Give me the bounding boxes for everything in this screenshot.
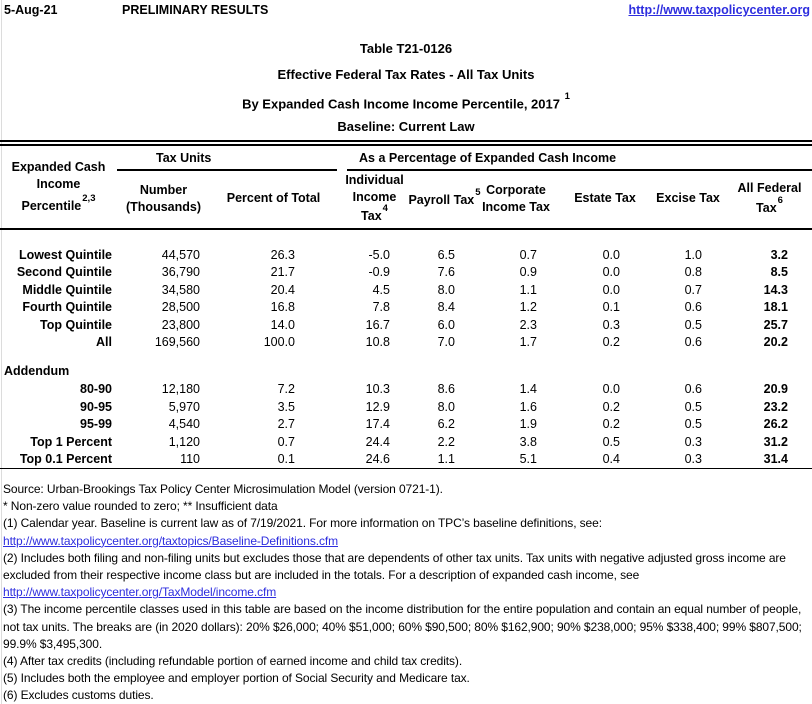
footnote-text: (3) The income percentile classes used in this table are based on the income distribution for the entire population and contain an equal number of people, not tax units. The breaks are (in 2020 dollars): 20% $26,000; 40% $51,000; 60% $90,500; 80% $162,900; 90% $238,000; 95% $338,400; 99% $807,500; 99.9% $3,495,300.	[3, 602, 802, 651]
cell-individual-income-tax: -0.9	[368, 265, 390, 280]
row-label: Top 0.1 Percent	[19, 452, 112, 467]
cell-individual-income-tax: 10.3	[365, 382, 390, 397]
table-main-title: Effective Federal Tax Rates - All Tax Units	[277, 67, 535, 82]
cell-excise-tax: 0.3	[684, 434, 702, 449]
cell-number-thousands: 169,560	[154, 335, 200, 350]
as-percentage-group-header: As a Percentage of Expanded Cash Income	[347, 146, 812, 171]
cell-percent-of-total: 0.1	[277, 452, 295, 467]
cell-all-federal-tax: 31.4	[763, 452, 788, 467]
baseline-title: Baseline: Current Law	[337, 119, 475, 134]
table-row	[0, 334, 812, 352]
cell-corporate-income-tax: 1.6	[519, 399, 537, 414]
cell-number-thousands: 12,180	[161, 382, 200, 397]
as-percentage-group	[337, 146, 812, 228]
cell-excise-tax: 0.6	[684, 300, 702, 315]
cell-payroll-tax: 1.1	[437, 452, 455, 467]
table-bottom-border	[0, 468, 812, 469]
cell-payroll-tax: 8.0	[437, 399, 455, 414]
cell-excise-tax: 0.5	[684, 317, 702, 332]
cell-number-thousands: 23,800	[161, 317, 200, 332]
cell-corporate-income-tax: 3.8	[519, 434, 537, 449]
col-header-percent-of-total: Percent of Total	[226, 191, 321, 206]
cell-corporate-income-tax: 0.9	[519, 265, 537, 280]
cell-excise-tax: 0.8	[684, 265, 702, 280]
cell-estate-tax: 0.0	[602, 265, 620, 280]
cell-individual-income-tax: 16.7	[365, 317, 390, 332]
cell-excise-tax: 0.7	[684, 282, 702, 297]
table-subtitle: By Expanded Cash Income Income Percentile, 2017 $^1$	[242, 91, 570, 112]
footnote-ref-2-3: 2,3	[82, 192, 96, 204]
cell-corporate-income-tax: 1.2	[519, 300, 537, 315]
footnote-text: (1) Calendar year. Baseline is current law as of 7/19/2021. For more information on TPC’s baseline definitions, see:	[3, 516, 602, 531]
cell-number-thousands: 5,970	[168, 399, 200, 414]
tax-units-group-header: Tax Units	[117, 146, 337, 171]
cell-individual-income-tax: -5.0	[368, 247, 390, 262]
cell-individual-income-tax: 10.8	[365, 335, 390, 350]
cell-percent-of-total: 16.8	[270, 300, 295, 315]
footnote-text: (5) Includes both the employee and employer portion of Social Security and Medicare tax.	[3, 671, 470, 686]
table-header	[0, 146, 812, 228]
table-row	[0, 433, 812, 451]
col-header-payroll-tax: Payroll Tax$^5$	[408, 186, 481, 207]
cell-corporate-income-tax: 2.3	[519, 317, 537, 332]
cell-estate-tax: 0.0	[602, 282, 620, 297]
cell-percent-of-total: 26.3	[270, 247, 295, 262]
table-row	[0, 246, 812, 264]
cell-individual-income-tax: 4.5	[372, 282, 390, 297]
table-row	[0, 316, 812, 334]
table-body	[0, 230, 812, 468]
row-label: Top 1 Percent	[30, 434, 112, 449]
cell-corporate-income-tax: 1.4	[519, 382, 537, 397]
cell-estate-tax: 0.0	[602, 247, 620, 262]
cell-all-federal-tax: 14.3	[763, 282, 788, 297]
cell-individual-income-tax: 12.9	[365, 399, 390, 414]
row-label: Middle Quintile	[22, 282, 112, 297]
cell-number-thousands: 4,540	[168, 417, 200, 432]
cell-corporate-income-tax: 1.9	[519, 417, 537, 432]
cell-all-federal-tax: 26.2	[763, 417, 788, 432]
cell-percent-of-total: 20.4	[270, 282, 295, 297]
cell-number-thousands: 44,570	[161, 247, 200, 262]
cell-all-federal-tax: 20.9	[763, 382, 788, 397]
footnote-link[interactable]: http://www.taxpolicycenter.org/TaxModel/income.cfm	[3, 585, 277, 600]
cell-excise-tax: 0.5	[684, 399, 702, 414]
cell-estate-tax: 0.5	[602, 434, 620, 449]
footnote-link[interactable]: http://www.taxpolicycenter.org/taxtopics/Baseline-Definitions.cfm	[3, 533, 338, 548]
cell-number-thousands: 36,790	[161, 265, 200, 280]
cell-estate-tax: 0.3	[602, 317, 620, 332]
tax-units-group	[117, 146, 337, 228]
cell-corporate-income-tax: 5.1	[519, 452, 537, 467]
cell-all-federal-tax: 3.2	[770, 247, 788, 262]
row-label: Second Quintile	[16, 265, 112, 280]
cell-payroll-tax: 6.5	[437, 247, 455, 262]
cell-percent-of-total: 14.0	[270, 317, 295, 332]
row-label: Lowest Quintile	[18, 247, 112, 262]
col-header-estate-tax: Estate Tax	[574, 191, 636, 206]
cell-number-thousands: 1,120	[168, 434, 200, 449]
table-row	[0, 281, 812, 299]
cell-payroll-tax: 8.4	[437, 300, 455, 315]
col-header-excise-tax: Excise Tax	[656, 191, 720, 206]
table-row	[0, 264, 812, 282]
cell-individual-income-tax: 7.8	[372, 300, 390, 315]
cell-estate-tax: 0.1	[602, 300, 620, 315]
stub-header: Expanded Cash Income Percentile$^{2,3}$	[11, 159, 106, 213]
cell-corporate-income-tax: 1.7	[519, 335, 537, 350]
preliminary-results-label: PRELIMINARY RESULTS	[122, 3, 269, 17]
cell-percent-of-total: 3.5	[277, 399, 295, 414]
cell-number-thousands: 28,500	[161, 300, 200, 315]
cell-estate-tax: 0.0	[602, 382, 620, 397]
cell-excise-tax: 0.5	[684, 417, 702, 432]
col-header-number-thousands: Number (Thousands)	[126, 183, 201, 214]
col-header-individual-income-tax: Individual Income Tax$^4$	[345, 173, 404, 224]
table-row	[0, 398, 812, 416]
cell-percent-of-total: 21.7	[270, 265, 295, 280]
cell-payroll-tax: 8.0	[437, 282, 455, 297]
cell-excise-tax: 0.3	[684, 452, 702, 467]
row-label: Top Quintile	[40, 317, 112, 332]
table-row	[0, 299, 812, 317]
cell-percent-of-total: 100.0	[263, 335, 295, 350]
cell-payroll-tax: 2.2	[437, 434, 455, 449]
table-titles	[0, 36, 812, 140]
footnote-ref-4: 4	[382, 203, 388, 215]
taxpolicycenter-link[interactable]: http://www.taxpolicycenter.org	[628, 3, 810, 17]
cell-percent-of-total: 0.7	[277, 434, 295, 449]
cell-all-federal-tax: 18.1	[763, 300, 788, 315]
cell-payroll-tax: 7.6	[437, 265, 455, 280]
row-label: 95-99	[80, 417, 112, 432]
row-label: 90-95	[80, 399, 112, 414]
cell-excise-tax: 0.6	[684, 335, 702, 350]
cell-individual-income-tax: 24.6	[365, 452, 390, 467]
addendum-rows	[0, 381, 812, 469]
col-header-corporate-income-tax: Corporate Income Tax	[482, 183, 550, 214]
cell-estate-tax: 0.2	[602, 399, 620, 414]
cell-corporate-income-tax: 1.1	[519, 282, 537, 297]
cell-all-federal-tax: 25.7	[763, 317, 788, 332]
cell-excise-tax: 1.0	[684, 247, 702, 262]
cell-individual-income-tax: 17.4	[365, 417, 390, 432]
cell-individual-income-tax: 24.4	[365, 434, 390, 449]
cell-all-federal-tax: 8.5	[770, 265, 788, 280]
footnote-text: Source: Urban-Brookings Tax Policy Center Microsimulation Model (version 0721-1).	[3, 482, 443, 496]
footnote-ref-5: 5	[475, 186, 481, 198]
date-label: 5-Aug-21	[4, 3, 58, 17]
cell-number-thousands: 34,580	[161, 282, 200, 297]
table-row	[0, 416, 812, 434]
cell-excise-tax: 0.6	[684, 382, 702, 397]
footnote-text: (6) Excludes customs duties.	[3, 688, 154, 703]
footnotes	[3, 481, 809, 704]
cell-payroll-tax: 8.6	[437, 382, 455, 397]
footnote-ref-6: 6	[777, 194, 783, 206]
cell-all-federal-tax: 31.2	[763, 434, 788, 449]
cell-payroll-tax: 6.2	[437, 417, 455, 432]
table-row	[0, 381, 812, 399]
addendum-label: Addendum	[4, 364, 70, 378]
cell-estate-tax: 0.4	[602, 452, 620, 467]
cell-percent-of-total: 2.7	[277, 417, 295, 432]
cell-all-federal-tax: 20.2	[763, 335, 788, 350]
cell-corporate-income-tax: 0.7	[519, 247, 537, 262]
top-bar	[0, 3, 812, 21]
tax-rates-table	[0, 140, 812, 469]
cell-payroll-tax: 7.0	[437, 335, 455, 350]
cell-number-thousands: 110	[180, 452, 200, 467]
footnote-text: (2) Includes both filing and non-filing units but excludes those that are dependents of other tax units. Tax units with negative adjusted gross income are excluded from their respective income class but are included in the totals. For a description of expanded cash income, see	[3, 550, 786, 583]
quintile-rows	[0, 246, 812, 351]
table-row	[0, 451, 812, 469]
footnote-text: (4) After tax credits (including refundable portion of earned income and child tax credits).	[3, 654, 463, 669]
table-number-title: Table T21-0126	[359, 41, 453, 56]
row-label: 80-90	[80, 382, 112, 397]
row-label: All	[96, 335, 112, 350]
cell-estate-tax: 0.2	[602, 417, 620, 432]
cell-all-federal-tax: 23.2	[763, 399, 788, 414]
cell-payroll-tax: 6.0	[437, 317, 455, 332]
cell-estate-tax: 0.2	[602, 335, 620, 350]
footnote-text: * Non-zero value rounded to zero; ** Insufficient data	[3, 499, 278, 514]
col-header-all-federal-tax: All Federal Tax$^6$	[737, 181, 802, 216]
row-label: Fourth Quintile	[22, 300, 112, 315]
footnote-ref-1: 1	[564, 91, 570, 102]
cell-percent-of-total: 7.2	[277, 382, 295, 397]
